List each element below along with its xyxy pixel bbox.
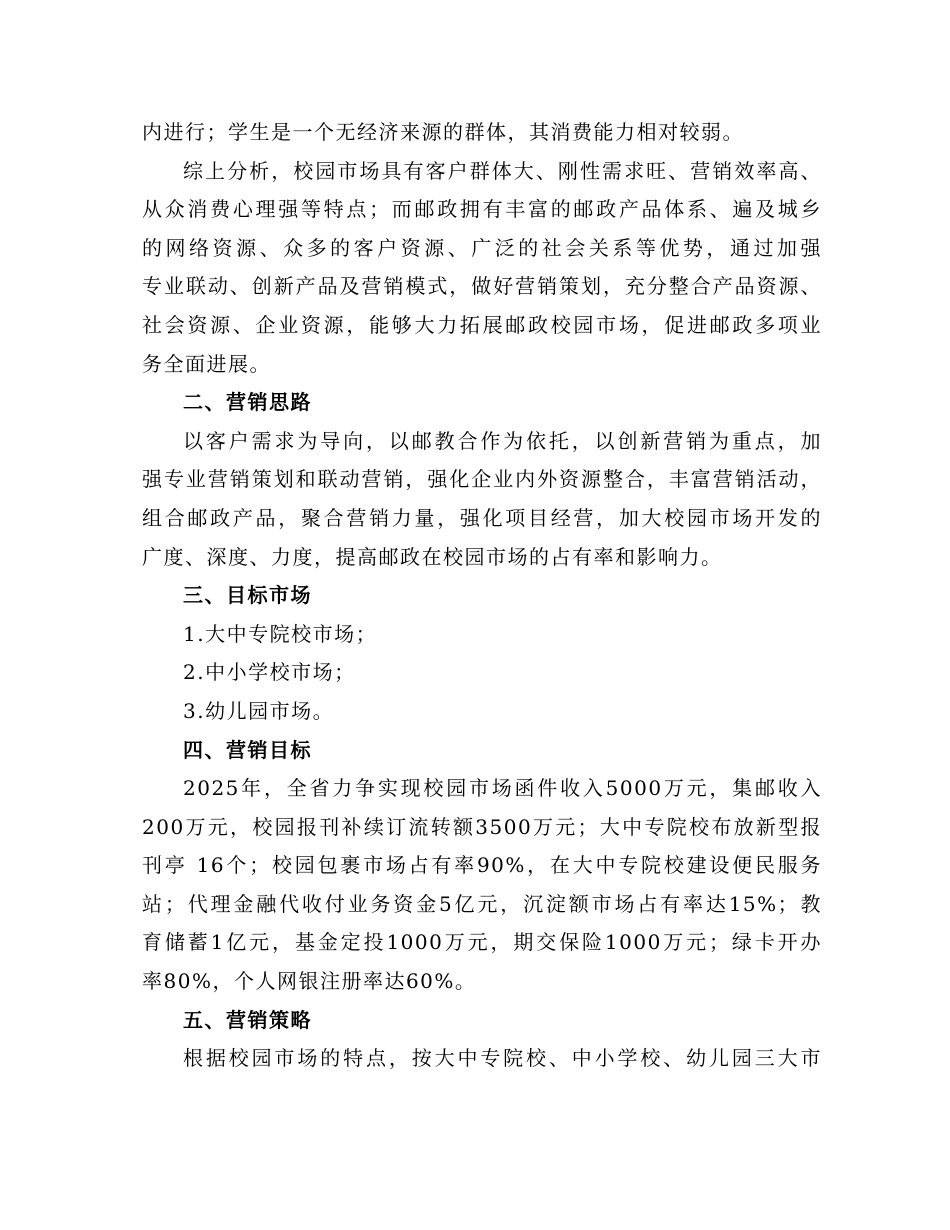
paragraph-line: 组合邮政产品，聚合营销力量，强化项目经营，加大校园市场开发的 xyxy=(142,505,822,530)
paragraph-line: 站；代理金融代收付业务资金5亿元，沉淀额市场占有率达15%；教 xyxy=(142,891,822,916)
paragraph-line: 刊亭 16个；校园包裹市场占有率90%，在大中专院校建设便民服务 xyxy=(142,853,822,878)
paragraph-line: 率80%，个人网银注册率达60%。 xyxy=(142,969,477,994)
section-heading-marketing-goals: 四、营销目标 xyxy=(183,737,312,762)
paragraph-line: 社会资源、企业资源，能够大力拓展邮政校园市场，促进邮政多项业 xyxy=(142,312,822,337)
paragraph-line: 务全面进展。 xyxy=(142,351,271,376)
paragraph-line: 的网络资源、众多的客户资源、广泛的社会关系等优势，通过加强 xyxy=(142,235,822,260)
document-body xyxy=(142,113,822,1078)
paragraph-line: 200万元，校园报刊补续订流转额3500万元；大中专院校布放新型报 xyxy=(142,814,822,839)
paragraph-line: 专业联动、创新产品及营销模式，做好营销策划，充分整合产品资源、 xyxy=(142,274,822,299)
section-heading-target-market: 三、目标市场 xyxy=(183,583,312,608)
section-heading-marketing-ideas: 二、营销思路 xyxy=(183,390,312,415)
paragraph-line: 强专业营销策划和联动营销，强化企业内外资源整合，丰富营销活动， xyxy=(142,467,822,492)
list-item: 1.大中专院校市场； xyxy=(183,621,378,646)
section-heading-marketing-strategy: 五、营销策略 xyxy=(183,1007,312,1032)
paragraph-line: 育储蓄1亿元，基金定投1000万元，期交保险1000万元；绿卡开办 xyxy=(142,930,822,955)
paragraph-line: 内进行；学生是一个无经济来源的群体，其消费能力相对较弱。 xyxy=(142,120,744,144)
list-item: 3.幼儿园市场。 xyxy=(183,698,335,723)
paragraph-line: 综上分析，校园市场具有客户群体大、刚性需求旺、营销效率高、 xyxy=(183,158,822,183)
paragraph-line: 根据校园市场的特点，按大中专院校、中小学校、幼儿园三大市 xyxy=(183,1046,822,1071)
paragraph-line: 从众消费心理强等特点；而邮政拥有丰富的邮政产品体系、遍及城乡 xyxy=(142,197,822,222)
paragraph-line: 广度、深度、力度，提高邮政在校园市场的占有率和影响力。 xyxy=(142,544,723,569)
paragraph-line: 以客户需求为导向，以邮教合作为依托，以创新营销为重点，加 xyxy=(183,428,822,453)
list-item: 2.中小学校市场； xyxy=(183,660,356,685)
paragraph-line: 2025年，全省力争实现校园市场函件收入5000万元，集邮收入 xyxy=(183,776,822,801)
